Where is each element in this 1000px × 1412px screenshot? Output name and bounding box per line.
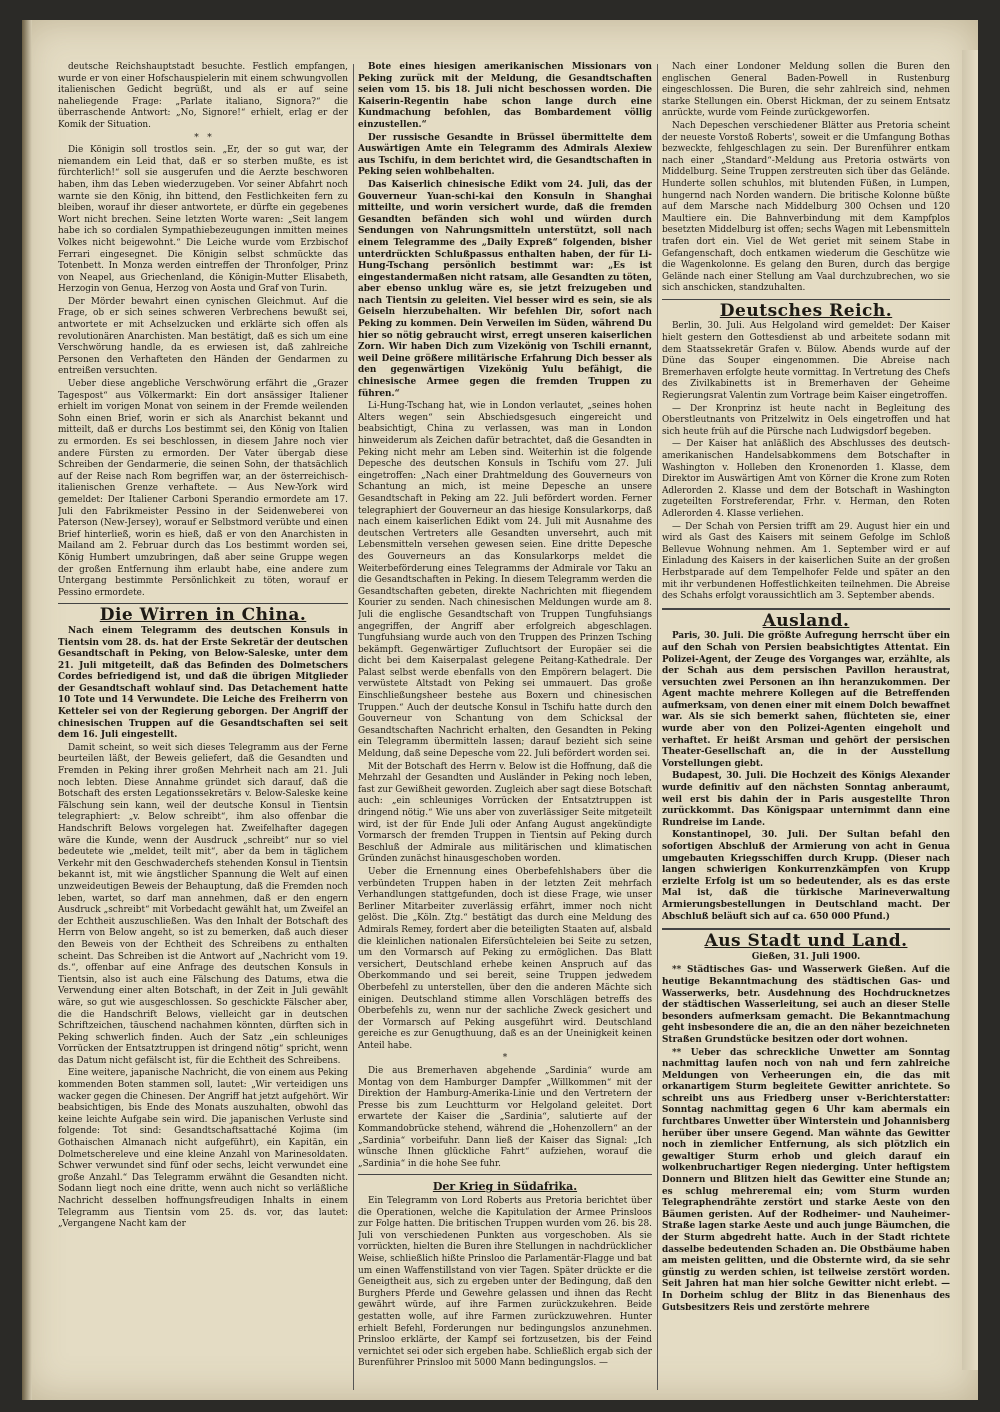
asterisk-divider: * bbox=[502, 1053, 508, 1064]
article-paragraph: Der Mörder bewahrt einen cynischen Gleichmut. Auf die Frage, ob er sich seines schweren Verbrechens bewußt sei, antwortete er mit Achselzucken und erklärte sich offen als revolutionären Anarchisten. Man bestätigt, daß es sich um eine Verschwörung handle, da es erwiesen ist, daß zahlreiche Personen den Verhafteten den Händen der Gendarmen zu entreißen versuchten. bbox=[58, 296, 348, 377]
dateline: Gießen, 31. Juli 1900. bbox=[751, 951, 861, 962]
article-paragraph: Budapest, 30. Juli. Die Hochzeit des Königs Alexander wurde definitiv auf den nächsten Sonntag anberaumt, weil erst bis dahin der in Paris ausgestellte Thron zurückkommt. Das Königspaar unternimmt dann eine Rundreise im Lande. bbox=[662, 771, 950, 828]
article-paragraph: Das Kaiserlich chinesische Edikt vom 24. Juli, das der Gouverneur Yuan-schi-kai den Konsuln in Shanghai mitteilte, und worin versichert wurde, daß die fremden Gesandten befänden sich wohl und würden durch Sendungen von Nahrungsmitteln unterstützt, soll nach einem Telegramme des „Daily Expreß“ folgenden, bisher unterdrückten Schlußpassus enthalten haben, der für Li-Hung-Tschang persönlich bestimmt war: „Es ist eingestandermaßen nicht ratsam, alle Gesandten zu töten, aber ebenso unklug wäre es, sie jetzt freizugeben und nach Tientsin zu geleiten. Viel besser wird es sein, sie als Geiseln hierzubehalten. Wir befehlen Dir, sofort nach Peking zu kommen. Dein Verweilen im Süden, während Du hier so nötig gebraucht wirst, erregt unseren kaiserlichen Zorn. Wir haben Dich zum Vizekönig von Tschili ernannt, weil Deine größere militärische Erfahrung Dich besser als den gegenwärtigen Vizekönig Yulu befähigt, die chinesische Armee gegen die fremden Truppen zu führen.“ bbox=[358, 179, 652, 399]
article-paragraph: Nach Depeschen verschiedener Blätter aus Pretoria scheint der neueste Vorstoß Roberts', soweit er die Umfangung Bothas bezweckte, fehlgeschlagen zu sein. Der Burenführer entkam nach einer „Standard“-Meldung aus Pretoria ostwärts von Middelburg. Seine Truppen zerstreuten sich über das Gelände. Hunderte sollen schuhlos, mit blutenden Füßen, in Lumpen, hungernd nach Norden wandern. Die britische Kolonne büßte auf dem Marsche nach Middelburg 300 Ochsen und 120 Maultiere ein. Die Bahnverbindung mit dem Kampfplos besetzten Middelburg ist offen; sechs Wagen mit Lebensmitteln trafen dort ein. Viel de Wet geriet mit seinem Stabe in Gefangenschaft, doch entkamen wiederum die Geschütze wie die Wagenkolonne. Es gelang den Buren, durch das bergige Gelände nach einer Stellung am Vaal durchzubrechen, wo sie sich anschicken, standzuhalten. bbox=[662, 120, 950, 294]
article-paragraph: Ueber diese angebliche Verschwörung erfährt die „Grazer Tagespost“ aus Völkermarkt: Ein dort ansässiger Italiener erhielt im vorigen Monat von seinem in der Fremde weilenden Sohn einen Brief, worin er sich als Anarchist bekannt und mitteilt, daß er durchs Los bestimmt sei, den König von Italien zu ermorden. Es sei beschlossen, in diesem Jahre noch vier andere Fürsten zu ermorden. Der Vater übergab diese Schreiben der Gendarmerie, die seinen Sohn, der thatsächlich auf der Reise nach Rom begriffen war, an der österreichisch-italienischen Grenze verhaftete. — Aus New-York wird gemeldet: Der Italiener Carboni Sperandio ermordete am 17. Juli den Fabrikmeister Pessino in der Seidenweberei von Paterson (New-Jersey), worauf er Selbstmord verübte und einen Brief hinterließ, worin es hieß, daß er von den Anarchisten in Mailand am 2. Februar durch das Los bestimmt worden sei, König Humbert umzubringen, daß aber seine Gruppe wegen der großen Entfernung ihm erlaubt habe, eine andere zum Untergang bestimmte Persönlichkeit zu töten, worauf er Pessino ermordete. bbox=[58, 379, 348, 598]
article-paragraph: Eine weitere, japanische Nachricht, die von einem aus Peking kommenden Boten stammen soll, lautet: „Wir verteidigen uns wacker gegen die Chinesen. Der Angriff hat jetzt aufgehört. Wir beabsichtigen, bis Ende des Monats auszuhalten, obwohl das keine leichte Aufgabe sein wird. Die japanischen Verluste sind folgende: Tot sind: Gesandtschaftsattaché Kojima (im Gothaischen Almanach nicht aufgeführt), ein Kapitän, ein Dolmetschereleve und eine kleine Anzahl von Marinesoldaten. Schwer verwundet sind fünf oder sechs, leicht verwundet eine große Anzahl.“ Das Telegramm erwähnt die Gesandten nicht. Sodann liegt noch eine dritte, wenn auch nicht so verläßliche Nachricht desselben hoffnungsfreudigen Inhalts in einem Telegramm aus Tientsin vom 25. ds. vor, das lautet: „Vergangene Nacht kam der bbox=[58, 1068, 348, 1230]
section-divider bbox=[58, 603, 348, 604]
section-heading-reich: Deutsches Reich. bbox=[719, 300, 893, 321]
article-paragraph: ** Ueber das schreckliche Unwetter am Sonntag nachmittag laufen noch von nah und fern zahlreiche Meldungen von Verheerungen ein, die das mit orkanartigem Sturm begleitete Gewitter anrichtete. So schreibt uns aus Friedberg unser v-Berichterstatter: Sonntag nachmittag gegen 6 Uhr kam abermals ein furchtbares Unwetter über Winterstein und Johannisberg herüber über unsere Gegend. Man wähnte das Gewitter noch in ziemlicher Entfernung, als sich plötzlich ein gewaltiger Sturm erhob und gleich darauf ein wolkenbruchartiger Regen niederging. Unter heftigstem Donnern und Blitzen hielt das Gewitter eine Stunde an; es schlug mehreremal ein; vom Sturm wurden Telegraphendrähte zerstört und starke Aeste von den Bäumen geristen. Auf der Rodheimer- und Nauheimer-Straße lagen starke Aeste und auch junge Bäumchen, die der Sturm abgedreht hatte. Auch in der Stadt richtete dasselbe bedeutenden Schaden an. Die Obstbäume haben am meisten gelitten, und die Obsternte wird, da sie sehr günstig zu werden schien, ist teilweise zerstört worden. Seit Jahren hat man hier solche Gewitter nicht erlebt. — In Dorheim schlug der Blitz in das Bienenhaus des Gutsbesitzers Reis und zerstörte mehrere bbox=[662, 1047, 950, 1313]
article-paragraph: Nach einem Telegramm des deutschen Konsuls in Tientsin vom 28. ds. hat der Erste Sekretär der deutschen Gesandtschaft in Peking, von Below-Saleske, unter dem 21. Juli mitgeteilt, daß das Befinden des Dolmetschers Cordes befriedigend ist, und daß die übrigen Mitglieder der Gesandtschaft wohlauf sind. Das Detachement hatte 10 Tote und 14 Verwundete. Die Leiche des Freiherrn von Ketteler sei von der Regierung geborgen. Der Angriff der chinesischen Truppen auf die Gesandtschaften sei seit dem 16. Juli eingestellt. bbox=[58, 625, 348, 741]
section-divider bbox=[662, 928, 950, 930]
section-heading-suedafrika: Der Krieg in Südafrika. bbox=[432, 1180, 578, 1194]
newspaper-page bbox=[22, 20, 978, 1400]
article-paragraph: Paris, 30. Juli. Die größte Aufregung herrscht über ein auf den Schah von Persien beabsichtigtes Attentat. Ein Polizei-Agent, der Zeuge des Vorganges war, erzählte, als der Schah aus dem persischen Pavillon heraustrat, versuchten zwei Personen an ihn heranzukommen. Der Agent machte mehrere Kollegen auf die Betreffenden aufmerksam, von denen einer mit einem Dolch bewaffnet war. Als sie sich bemerkt sahen, flüchteten sie, einer wurde aber von den Polizei-Agenten eingeholt und verhaftet. Er heißt Arsman und gehört der persischen Theater-Gesellschaft an, die in der Ausstellung Vorstellungen giebt. bbox=[662, 631, 950, 769]
asterisk-divider: * * bbox=[194, 132, 212, 143]
article-paragraph: Berlin, 30. Juli. Aus Helgoland wird gemeldet: Der Kaiser hielt gestern den Gottesdienst ab und arbeitete sodann mit dem Staatssekretär Grafen v. Bülow. Abends wurde auf der Düne das Souper eingenommen. Die Abreise nach Bremerhaven erfolgte heute vormittag. In Vertretung des Chefs des Zivilkabinetts ist in Bremerhaven der Geheime Regierungsrat Valentin zum Vortrage beim Kaiser eingetroffen. bbox=[662, 321, 950, 402]
section-divider bbox=[662, 608, 950, 610]
article-paragraph: Ueber die Ernennung eines Oberbefehlshabers über die verbündeten Truppen haben in der letzten Zeit mehrfach Verhandlungen stattgefunden, doch ist diese Frage, wie unser Berliner Mitarbeiter zuverlässig erfährt, immer noch nicht gelöst. Die „Köln. Ztg.“ bestätigt das durch eine Meldung des Admirals Remey, fordert aber die beteiligten Staaten auf, alsbald die kleinlichen nationalen Eifersüchteleien bei Seite zu setzen, um den Vormarsch auf Peking zu ermöglichen. Das Blatt versichert, Deutschland erhebe keinen Anspruch auf das Oberkommando und sei bereit, seine Truppen jedwedem Oberbefehl zu unterstellen, über den die anderen Mächte sich einigen. Deutschland stimme allen Vorschlägen betreffs des Oberbefehls zu, wenn nur der sachliche Zweck gesichert und der Vormarsch auf Peking ausgeführt wird. Deutschland gereiche es zur Genugthuung, daß es an der Uneinigkeit keinen Anteil habe. bbox=[358, 866, 652, 1051]
column-rule bbox=[353, 64, 354, 1390]
column-rule bbox=[657, 64, 658, 1390]
article-paragraph: Die aus Bremerhaven abgehende „Sardinia“ wurde am Montag von dem Hamburger Dampfer „Willkommen“ mit der Direktion der Hamburg-Amerika-Linie und den Vertretern der Presse bis zum Leuchtturm vor Helgoland geleitet. Dort erwartete der Kaiser die „Sardinia“, salutierte auf der Kommandobrücke stehend, während die „Hohenzollern“ an der „Sardinia“ vorbeifuhr. Dann ließ der Kaiser das Signal: „Ich wünsche Ihnen glückliche Fahrt“ aufziehen, worauf die „Sardinia“ in die hohe See fuhr. bbox=[358, 1066, 652, 1169]
column-2 bbox=[358, 62, 652, 1392]
article-paragraph: Damit scheint, so weit sich dieses Telegramm aus der Ferne beurteilen läßt, der Beweis geliefert, daß die Gesandten und Fremden in Peking ihrer großen Mehrheit nach am 21. Juli noch lebten. Diese Annahme gründet sich darauf, daß die Botschaft des ersten Legationssekretärs v. Below-Saleske keine Fälschung sein kann, weil der deutsche Konsul in Tientsin telegraphiert: „v. Below schreibt“, ihm also offenbar die Handschrift Belows vorgelegen hat. Zweifelhafter dagegen wäre die Kunde, wenn der Ausdruck „schreibt“ nur so viel bedeutete wie „meldet, teilt mit“, aber da bem in täglichem Verkehr mit den Geschwaderchefs stehenden Konsul in Tientsin bekannt ist, mit wie ängstlicher Spannung die Welt auf einen unzweideutigen Beweis der Behauptung, daß die Fremden noch leben, wartet, so darf man annehmen, daß er den engern Ausdruck „schreibt“ mit Vorbedacht gewählt hat, um Zweifel an der Echtheit auszuschließen. Was den Inhalt der Botschaft des Herrn von Below angeht, so ist zu bemerken, daß auch dieser den Beweis von der Echtheit des Schreibens zu enthalten scheint. Das Schreiben ist die Antwort auf „Nachricht vom 19. ds.“, offenbar auf eine Anfrage des deutschen Konsuls in Tientsin, also ist auch eine Fälschung des Datums, etwa die Verwendung einer alten Botschaft, in der Zeit in Juli gewählt wäre, so gut wie ausgeschlossen. So geschickte Fälscher aber, die die Handschrift Belows, vielleicht gar in deutschen Schriftzeichen, täuschend nachahmen könnten, dürften sich in Peking schwerlich finden. Auch der Satz „ein schleuniges Vorrücken der Entsatztruppen ist dringend nötig“ spricht, wenn das Datum nicht gefälscht ist, für die Echtheit des Schreibens. bbox=[58, 742, 348, 1066]
article-paragraph: Ein Telegramm von Lord Roberts aus Pretoria berichtet über die Operationen, welche die Kapitulation der Armee Prinsloos zur Folge hatten. Die britischen Truppen wurden vom 26. bis 28. Juli von verschiedenen Punkten aus vorgeschoben. Als sie vorrückten, hielten die Buren ihre Stellungen in nachdrücklicher Weise, schließlich hißte Prinsloo die Parlamentär-Flagge und bat um einen Waffenstillstand von vier Tagen. Später drückte er die Geneigtheit aus, sich zu ergeben unter der Bedingung, daß den Burghers Pferde und Gewehre gelassen und ihnen das Recht gewährt würde, auf ihre Farmen zurückzukehren. Beide gestatten wolle, auf ihre Farmen zurückzuwehren. Hunter erhielt Befehl, Forderungen nur bedingungslos anzunehmen. Prinsloo erklärte, der Kampf sei fortzusetzen, bis der Feind vernichtet sei oder sich ergeben habe. Schließlich ergab sich der Burenführer Prinsloo mit 5000 Mann bedingungslos. — bbox=[358, 1196, 652, 1369]
section-heading-stadt: Aus Stadt und Land. bbox=[704, 931, 908, 952]
article-paragraph: deutsche Reichshauptstadt besuchte. Festlich empfangen, wurde er von einer Hofschauspielerin mit einem schwungvollen italienischen Gedicht begrüßt, und als er auf seine naheliegende Frage: „Parlate italiano, Signora?“ die überraschende Antwort: „No, Signore!“ erhielt, erlag er der Komik der Situation. bbox=[58, 62, 348, 130]
section-heading-china: Die Wirren in China. bbox=[99, 605, 307, 626]
article-paragraph: Bote eines hiesigen amerikanischen Missionars von Peking zurück mit der Meldung, die Gesandtschaften seien vom 15. bis 18. Juli nicht beschossen worden. Die Kaiserin-Regentin habe schon lange durch eine Kundmachung befohlen, das Bombardement völlig einzustellen.“ bbox=[358, 62, 652, 130]
article-paragraph: — Der Schah von Persien trifft am 29. August hier ein und wird als Gast des Kaisers mit seinem Gefolge im Schloß Bellevue Wohnung nehmen. Am 1. September wird er auf Einladung des Kaisers in der kaiserlichen Suite an der großen Herbstparade auf dem Tempelhofer Felde und später an den mit ihr verbundenen Hoffestlichkeiten teilnehmen. Die Abreise des Schahs erfolgt voraussichtlich am 3. September abends. bbox=[662, 521, 950, 602]
article-paragraph: Der russische Gesandte in Brüssel übermittelte dem Auswärtigen Amte ein Telegramm des Admirals Alexiew aus Tschifu, in dem berichtet wird, die Gesandtschaften in Peking seien wohlbehalten. bbox=[358, 132, 652, 178]
column-1 bbox=[58, 62, 348, 1392]
article-paragraph: Die Königin soll trostlos sein. „Er, der so gut war, der niemandem ein Leid that, daß er so sterben mußte, es ist fürchterlich!“ soll sie ausgerufen und die Aerzte beschworen haben, ihm das Leben wiederzugeben. Vor seiner Abfahrt noch warnte sie den König, ihn bittend, den Festlichkeiten fern zu bleiben, worauf ihr dieser antwortete, er dürfte ein gegebenes Wort nicht brechen. Seine letzten Worte waren: „Seit langem habe ich so cordialen Sympathiebezeugungen inmitten meines Volkes nicht beigewohnt.“ Die Leiche wurde vom Erzbischof Ferrari eingesegnet. Die Königin selbst schmückte das Totenbett. In Monza werden eintreffen der Thronfolger, Prinz von Neapel, aus Griechenland, die Königin-Mutter Elisabeth, Herzogin von Genua, Herzog von Aosta und Graf von Turin. bbox=[58, 145, 348, 295]
column-3 bbox=[662, 62, 950, 1392]
article-paragraph: — Der Kaiser hat anläßlich des Abschlusses des deutsch-amerikanischen Handelsabkommens dem Botschafter in Washington v. Holleben den Kronenorden 1. Klasse, dem Direktor im Auswärtigen Amt von Körner die Krone zum Roten Adlerorden 2. Klasse und dem der Botschaft in Washington zugeteilten Forstreferendar, Frhr. v. Herman, den Roten Adlerorden 4. Klasse verliehen. bbox=[662, 439, 950, 519]
article-paragraph: Konstantinopel, 30. Juli. Der Sultan befahl den sofortigen Abschluß der Armierung von acht in Genua umgebauten Kriegsschiffen durch Krupp. (Dieser nach langen schwierigen Konkurrenzkämpfen von Krupp erzielte Erfolg ist um so bedeutender, als es das erste Mal ist, daß die türkische Marineverwaltung Armierungsbestellungen in Deutschland macht. Der Abschluß beläuft sich auf ca. 650 000 Pfund.) bbox=[662, 830, 950, 922]
adjacent-page-edge bbox=[962, 50, 978, 1370]
article-paragraph: Mit der Botschaft des Herrn v. Below ist die Hoffnung, daß die Mehrzahl der Gesandten und Ausländer in Peking noch leben, fast zur Gewißheit geworden. Zugleich aber sagt diese Botschaft auch: „ein schleuniges Vorrücken der Entsatztruppen ist dringend nötig.“ Wie uns aber von zuverlässiger Seite mitgeteilt wird, ist der für Ende Juli oder Anfang August angekündigte Vormarsch der fremden Truppen in Tientsin auf Peking durch Beschluß der Admirale aus militärischen und klimatischen Gründen zunächst hinausgeschoben worden. bbox=[358, 761, 652, 865]
binding-shadow bbox=[22, 20, 32, 1400]
section-heading-ausland: Ausland. bbox=[762, 610, 850, 631]
article-paragraph: Nach einer Londoner Meldung sollen die Buren den englischen General Baden-Powell in Rustenburg eingeschlossen. Die Buren, die sehr zahlreich sind, nehmen starke Stellungen ein. Oberst Hickman, der zu seinem Entsatz anrückte, wurde vom Feinde zurückgeworfen. bbox=[662, 62, 950, 119]
article-paragraph: Li-Hung-Tschang hat, wie in London verlautet, „seines hohen Alters wegen“ sein Abschiedsgesuch eingereicht und beabsichtigt, China zu verlassen, was man in London hinweiderum als Zeichen dafür betrachtet, daß die Gesandten in Peking nicht mehr am Leben sind. Weiterhin ist die folgende Depesche des deutschen Konsuls in Tschifu vom 27. Juli eingetroffen: „Nach einer Drahtmeldung des Gouverneurs von Schantung an mich, ist meine Depesche an unsere Gesandtschaft in Peking am 22. Juli befördert worden. Ferner telegraphiert der Gouverneur an das hiesige Konsularkorps, daß nach einem kaiserlichen Edikt vom 24. Juli mit Ausnahme des deutschen Vertreters alle Gesandten unversehrt, auch mit Lebensmitteln versehen gewesen seien. Eine dritte Depesche des Gouverneurs an das Konsularkorps meldet die Weiterbeförderung eines Telegramms der Admirale vor Taku an die Gesandtschaften in Peking. In diesem Telegramm werden die Gesandtschaften gebeten, direkte Nachrichten mit fliegendem Kourier zu senden. Nach chinesischen Meldungen wurde am 8. Juli die englische Gesandtschaft von Truppen Tungfuhsiangs angegriffen, der Angriff aber erfolgreich abgeschlagen. Tungfuhsiang wurde auch von den Truppen des Prinzen Tsching bekämpft. Gegenwärtiger Zufluchtsort der Europäer sei die dicht bei dem Kaiserpalast gelegene Peitang-Kathedrale. Der Palast selbst werde ebenfalls von den Empörern belagert. Die verwüstete Altstadt von Peking sei ummauert. Das große Einschließungsheer bestehe aus Boxern und chinesischen Truppen.“ Auch der deutsche Konsul in Tschifu hatte durch den Gouverneur von Schantung von dem Schicksal der Gesandtschaften Nachricht erhalten, den Gesandten in Peking ein Telegramm übermitteln lassen; darauf bezieht sich seine Meldung, daß seine Depesche vom 22. Juli befördert worden sei. bbox=[358, 401, 652, 760]
section-divider bbox=[662, 299, 950, 300]
section-divider bbox=[358, 1174, 652, 1175]
article-paragraph: — Der Kronprinz ist heute nacht in Begleitung des Oberstleutnants von Pritzelwitz in Oels eingetroffen und hat sich heute früh auf die Pürsche nach Ludwigsdorf begeben. bbox=[662, 403, 950, 437]
article-paragraph: ** Städtisches Gas- und Wasserwerk Gießen. Auf die heutige Bekanntmachung des städtischen Gas- und Wasserwerks, betr. Ausdehnung des Hochdrucknetzes der städtischen Wasserleitung, sei auch an dieser Stelle besonders aufmerksam gemacht. Die Bekanntmachung geht insbesondere die an, die an den näher bezeichneten Straßen Grundstücke besitzen oder dort wohnen. bbox=[662, 965, 950, 1045]
